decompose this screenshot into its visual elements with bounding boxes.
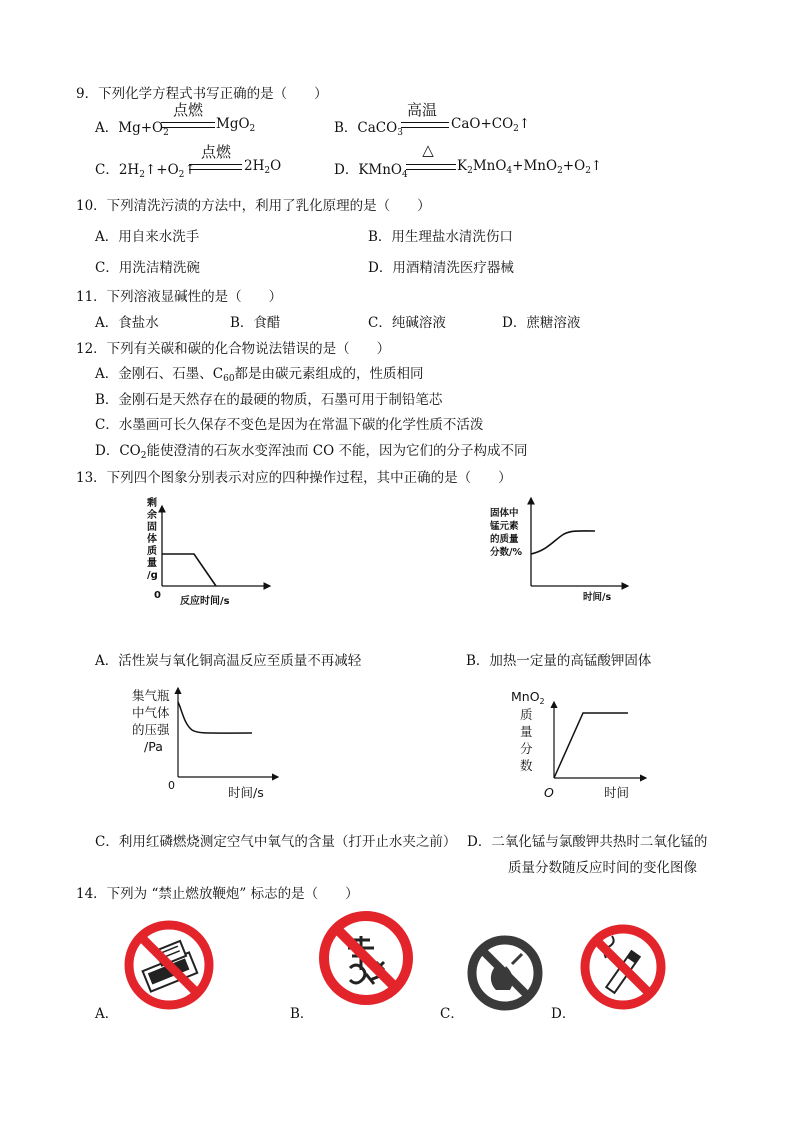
- graph-a-curve: [162, 554, 216, 586]
- graph-a: [140, 492, 280, 616]
- q9-b-condition: 高温: [406, 101, 437, 119]
- graph-a-xlabel: 反应时间/s: [180, 596, 230, 607]
- graph-d-ylabel-3: 分: [520, 741, 533, 756]
- q12-option-a: A．金刚石、石墨、$C_{60}$都是由碳元素组成的，性质相同: [95, 366, 424, 384]
- q9-d-equals: [406, 164, 456, 170]
- graph-c-ylabel-3: 的压强: [132, 722, 170, 737]
- graph-d-ylabel-1: 质: [520, 707, 533, 722]
- graph-d: [506, 684, 656, 810]
- graph-a-ylabel-3: 固: [147, 522, 157, 533]
- graph-d-origin: O: [544, 785, 554, 800]
- q12-option-d: D．$CO_2$能使澄清的石灰水变浑浊而 CO 不能，因为它们的分子构成不同: [95, 443, 528, 461]
- q12-option-b: B．金刚石是天然存在的最硬的物质，石墨可用于制铅笔芯: [95, 392, 443, 408]
- sign-b-no-firecrackers-icon: [318, 910, 414, 1010]
- graph-c-xlabel: 时间/s: [228, 785, 264, 800]
- q13-caption-a: A．活性炭与氧化铜高温反应至质量不再减轻: [95, 653, 362, 669]
- q11-option-c: C．纯碱溶液: [368, 315, 446, 331]
- graph-c-ylabel-4: /Pa: [144, 739, 163, 754]
- graph-d-ylabel-top: MnO$_2$: [511, 689, 545, 706]
- q10-option-c: C．用洗洁精洗碗: [95, 260, 200, 276]
- graph-a-ylabel-2: 余: [147, 510, 157, 521]
- graph-c-ylabel-1: 集气瓶: [132, 688, 170, 703]
- q11-option-b: B．食醋: [230, 315, 281, 331]
- q12-stem: 12．下列有关碳和碳的化合物说法错误的是（ ）: [76, 341, 391, 357]
- q10-option-b: B．用生理盐水清洗伤口: [368, 229, 513, 245]
- graph-a-ylabel-6: 量: [147, 558, 157, 569]
- q10-stem: 10．下列清洗污渍的方法中，利用了乳化原理的是（ ）: [76, 198, 431, 214]
- graph-b-curve: [531, 531, 595, 554]
- q13-caption-b: B．加热一定量的高锰酸钾固体: [466, 653, 652, 669]
- q11-option-d: D．蔗糖溶液: [502, 315, 581, 331]
- graph-c-ylabel-2: 中气体: [132, 705, 170, 720]
- q13-caption-d-line2: 质量分数随反应时间的变化图像: [508, 860, 697, 876]
- graph-b: [486, 494, 636, 616]
- graph-d-ylabel-4: 数: [520, 758, 533, 773]
- q13-caption-d-line1: D．二氧化锰与氯酸钾共热时二氧化锰的: [467, 834, 708, 850]
- graph-d-ylabel-2: 量: [520, 724, 533, 739]
- graph-d-xlabel: 时间: [604, 785, 630, 800]
- graph-c-origin: 0: [168, 779, 175, 792]
- graph-d-curve: [554, 713, 628, 778]
- q9-c-equals: [189, 164, 242, 170]
- q9-c-condition: 点燃: [200, 143, 231, 161]
- sign-a-no-matches-icon: [122, 918, 216, 1016]
- q14-option-b: B．: [290, 1006, 314, 1022]
- sign-c-no-fire-icon: [466, 934, 544, 1016]
- graph-c-curve: [178, 702, 252, 733]
- graph-a-ylabel-7: /g: [147, 570, 158, 581]
- q12-option-c: C．水墨画可长久保存不变色是因为在常温下碳的化学性质不活泼: [95, 417, 484, 433]
- q14-option-a: A．: [95, 1006, 119, 1022]
- q14-option-d: D．: [551, 1006, 576, 1022]
- q11-stem: 11．下列溶液显碱性的是（ ）: [76, 289, 283, 305]
- graph-b-ylabel-3: 的质量: [490, 534, 519, 545]
- graph-a-ylabel-4: 体: [147, 534, 157, 545]
- graph-b-ylabel-4: 分数/%: [490, 547, 522, 558]
- q9-stem: 9．下列化学方程式书写正确的是（ ）: [76, 86, 328, 102]
- graph-a-ylabel-5: 质: [147, 546, 157, 557]
- q14-stem: 14．下列为 “禁止燃放鞭炮” 标志的是（ ）: [76, 886, 359, 902]
- q9-a-condition: 点燃: [172, 101, 203, 119]
- graph-b-xlabel: 时间/s: [583, 592, 612, 603]
- q9-a-equals: [161, 122, 215, 128]
- q9-d-condition: △: [422, 141, 434, 159]
- graph-b-ylabel-1: 固体中: [490, 508, 519, 519]
- q14-option-c: C．: [440, 1006, 464, 1022]
- graph-a-ylabel-1: 剩: [147, 498, 157, 509]
- q9-b-equals: [401, 122, 449, 128]
- graph-c: [128, 684, 288, 808]
- graph-b-ylabel-2: 锰元素: [490, 521, 519, 532]
- q13-stem: 13．下列四个图象分别表示对应的四种操作过程，其中正确的是（ ）: [76, 470, 512, 486]
- graph-a-origin: 0: [154, 590, 161, 601]
- sign-d-no-smoking-icon: [578, 922, 668, 1016]
- q13-caption-c: C．利用红磷燃烧测定空气中氧气的含量（打开止水夹之前）: [95, 834, 457, 850]
- q10-option-d: D．用酒精清洗医疗器械: [368, 260, 514, 276]
- q10-option-a: A．用自来水洗手: [95, 229, 200, 245]
- q11-option-a: A．食盐水: [95, 315, 159, 331]
